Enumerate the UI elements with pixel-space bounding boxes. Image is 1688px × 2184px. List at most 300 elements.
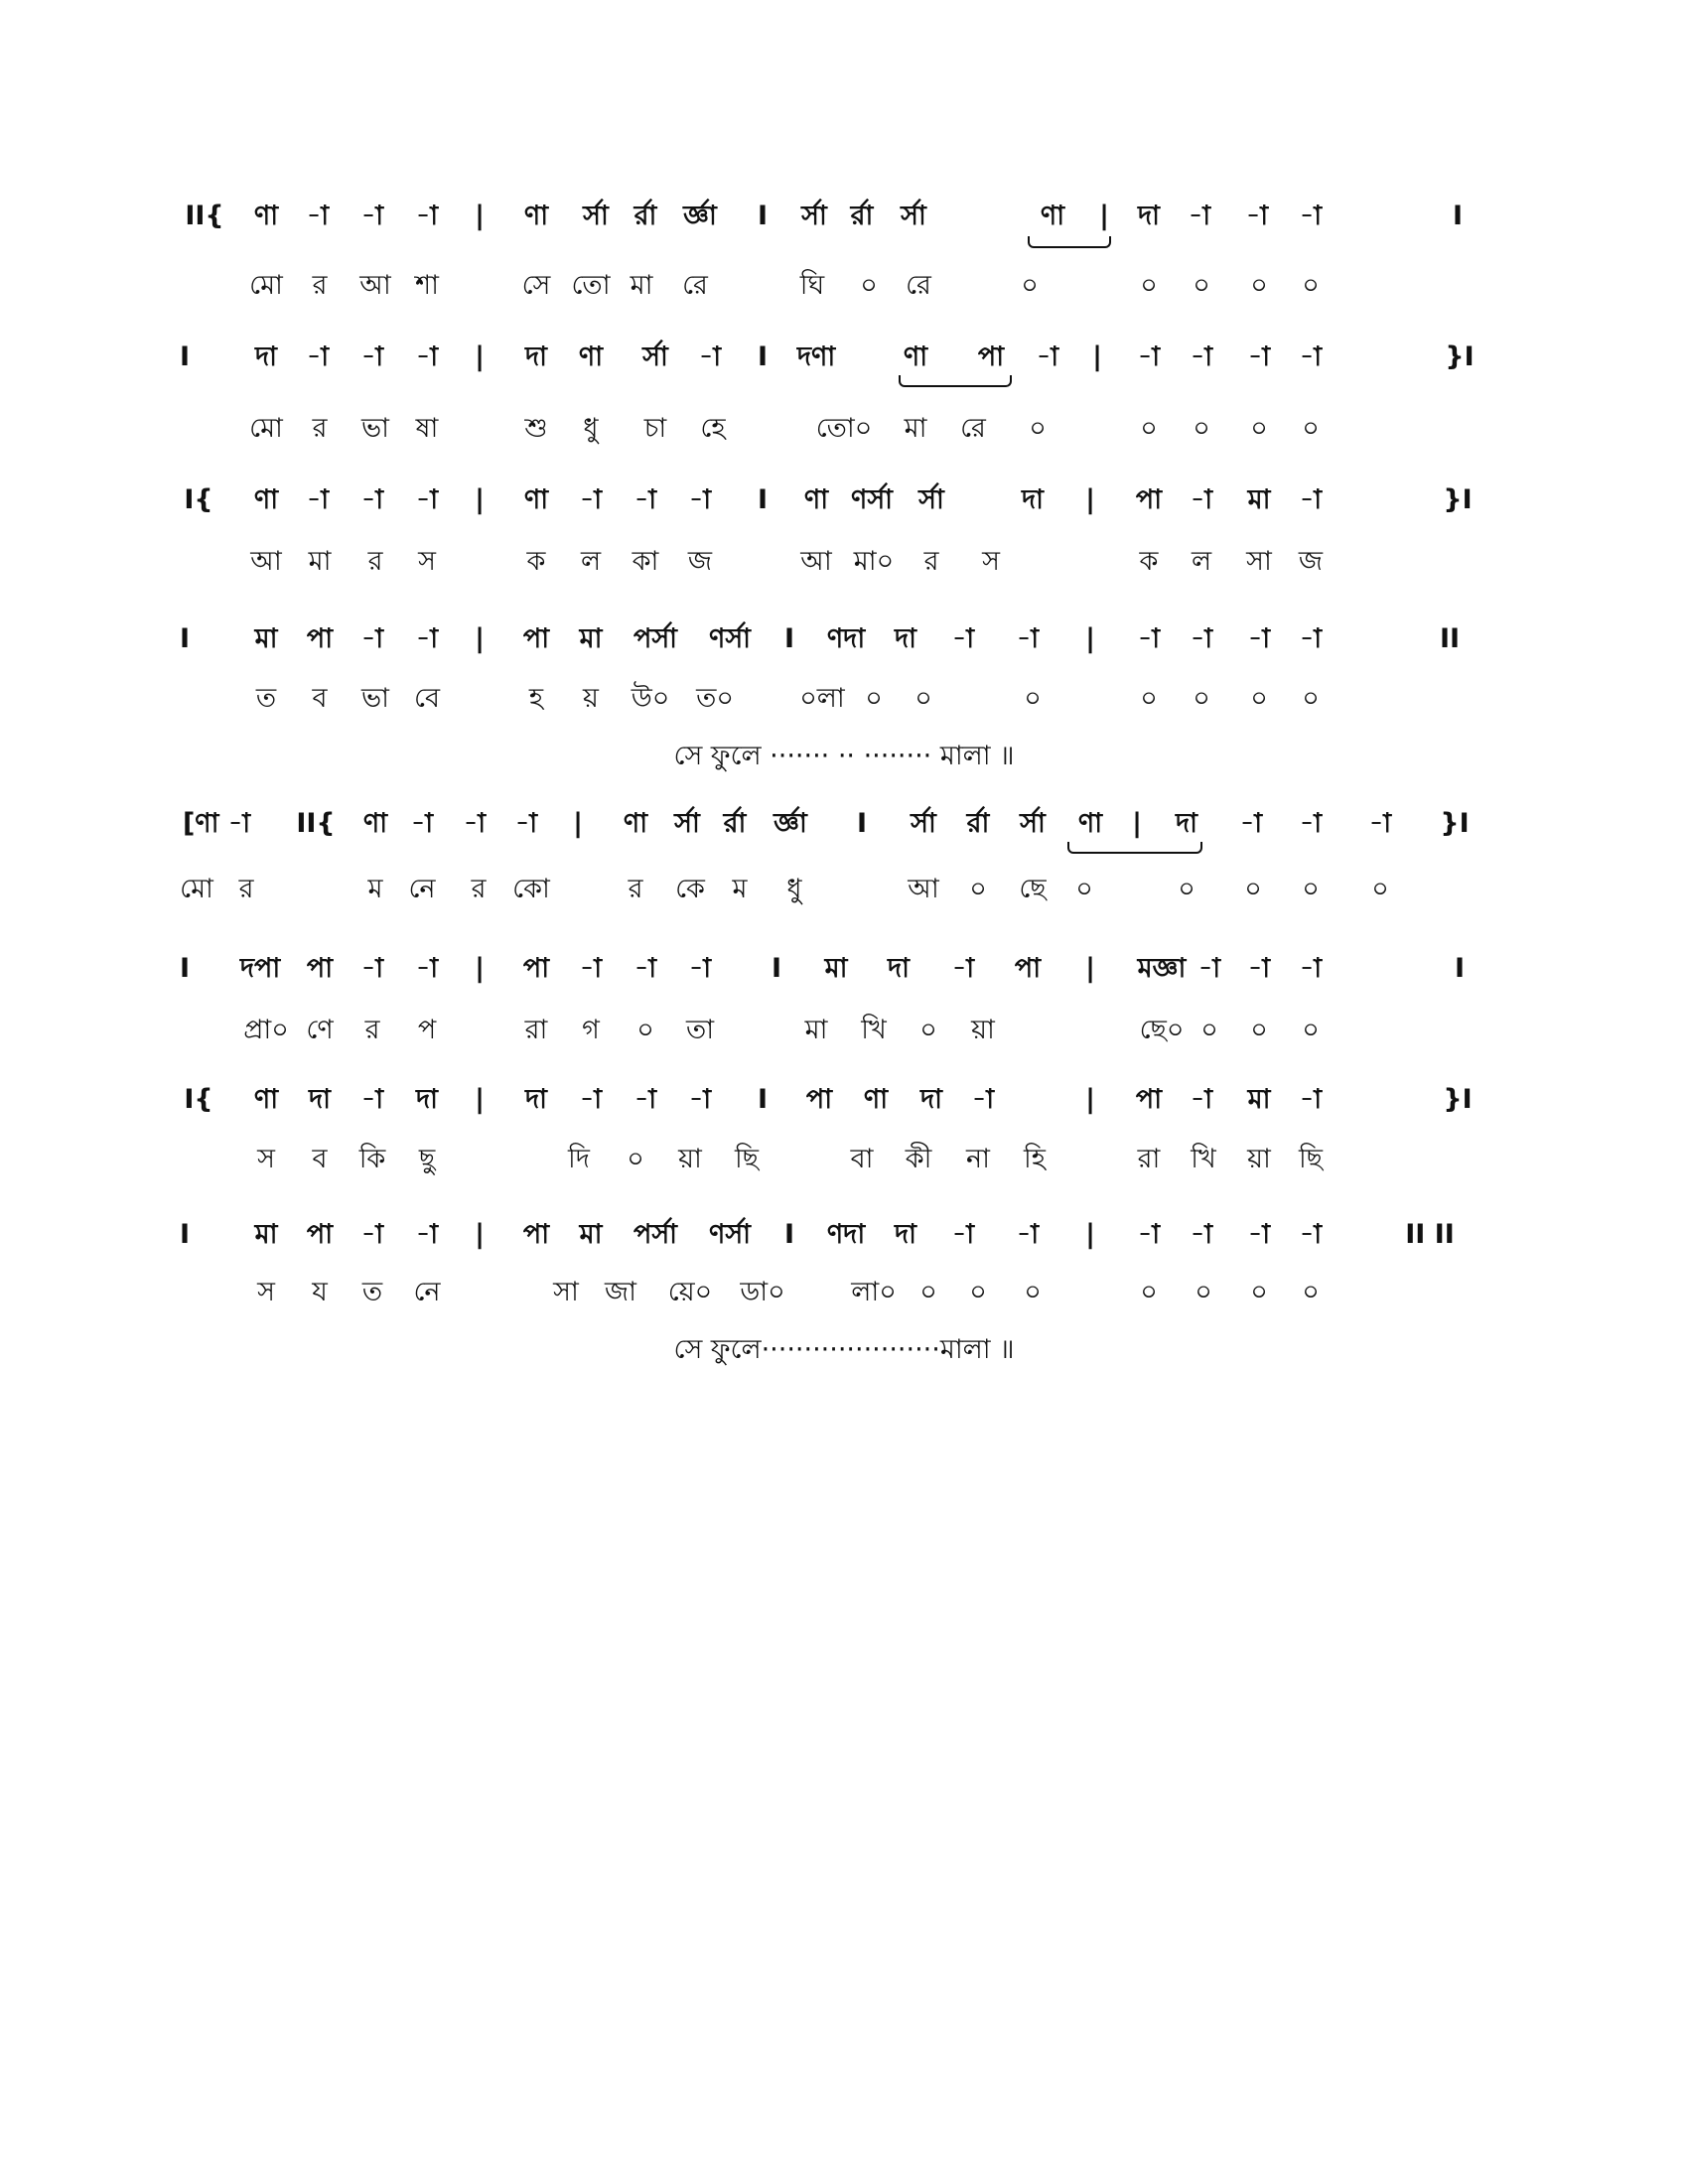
note: -া: [415, 341, 439, 372]
lyric-syllable: কি: [358, 1144, 386, 1174]
notation-line-3: [0, 478, 1688, 522]
note: -া: [1188, 201, 1211, 231]
lyric-syllable: রে: [906, 270, 931, 301]
lyric-syllable: ০: [1178, 874, 1196, 904]
note: -া: [688, 953, 712, 984]
lyric-syllable: ০: [1140, 270, 1158, 301]
lyric-syllable: ক: [526, 546, 546, 577]
lyric-syllable: আ: [359, 270, 391, 301]
lyric-syllable: র: [471, 874, 487, 904]
lyric-syllable: গ: [582, 1015, 600, 1045]
lyric-syllable: ০: [1250, 270, 1268, 301]
lyric-syllable: নে: [413, 1277, 441, 1307]
note: -া: [306, 484, 330, 515]
lyric-syllable: ধু: [786, 874, 802, 904]
lyric-syllable: স: [257, 1277, 275, 1307]
note: |: [475, 623, 485, 654]
lyric-syllable: র: [367, 546, 383, 577]
lyric-syllable: বে: [414, 683, 440, 714]
lyric-syllable: শু: [524, 413, 548, 444]
note: |: [1085, 1084, 1095, 1115]
note: -া: [360, 484, 384, 515]
note: -া: [1137, 1219, 1161, 1250]
lyric-syllable: ০: [636, 1015, 654, 1045]
note: -া: [579, 1084, 603, 1115]
lyric-syllable: ০: [1140, 1277, 1158, 1307]
note: ণা: [578, 341, 604, 372]
lyric-syllable: খি: [1191, 1144, 1216, 1174]
lyric-syllable: নে: [408, 874, 436, 904]
note: -া: [633, 1084, 657, 1115]
lyric-syllable: সে: [521, 270, 551, 301]
note: পর্সা: [633, 623, 677, 654]
lyric-syllable: য়ে০: [667, 1277, 713, 1307]
note: -া: [1247, 953, 1271, 984]
note: পা: [1014, 953, 1042, 984]
note: পা: [977, 341, 1005, 372]
note: }I: [1445, 341, 1475, 372]
note: র্রা: [723, 808, 747, 839]
note: ণা: [523, 484, 549, 515]
note: পা: [522, 623, 550, 654]
note: I{: [184, 484, 213, 515]
lyric-syllable: মো: [180, 874, 213, 904]
note: ণা: [803, 484, 829, 515]
lyric-syllable: ডা০: [740, 1277, 785, 1307]
note: পা: [522, 1219, 550, 1250]
note: -া: [1190, 484, 1213, 515]
note: -া: [688, 484, 712, 515]
refrain-line: সে ফুলে·····················মালা ॥: [673, 1334, 1015, 1365]
lyric-syllable: ছে০: [1139, 1015, 1185, 1045]
note: মা: [1247, 1084, 1271, 1115]
note: র্সা: [583, 201, 609, 231]
lyric-syllable: রা: [1137, 1144, 1161, 1174]
lyric-syllable: জ: [687, 546, 713, 577]
note: -া: [415, 1219, 439, 1250]
note: -া: [688, 1084, 712, 1115]
lyric-syllable: ষা: [415, 413, 439, 444]
note: -া: [1016, 1219, 1040, 1250]
lyric-syllable: না: [966, 1144, 990, 1174]
note: -া: [415, 623, 439, 654]
meend-mark: [1028, 236, 1111, 248]
lyric-syllable: য়া: [1247, 1144, 1271, 1174]
note: |: [475, 341, 485, 372]
lyric-syllable: র: [628, 874, 643, 904]
note: |: [1085, 623, 1095, 654]
lyric-line-3: [0, 540, 1688, 584]
lyric-line-7: [0, 1138, 1688, 1181]
note: ণর্সা: [851, 484, 893, 515]
note: -া: [1197, 953, 1221, 984]
note: র্সা: [1020, 808, 1046, 839]
note: দা: [415, 1084, 439, 1115]
note: I: [783, 623, 795, 654]
note: মা: [254, 1219, 278, 1250]
lyric-syllable: ল: [1191, 546, 1212, 577]
note: -া: [360, 1084, 384, 1115]
lyric-syllable: জা: [605, 1277, 636, 1307]
note: -া: [1190, 1219, 1213, 1250]
lyric-syllable: আ: [800, 546, 832, 577]
note: II II: [1405, 1219, 1455, 1250]
lyric-syllable: ০: [1193, 683, 1210, 714]
note: I: [771, 953, 782, 984]
lyric-syllable: সা: [1246, 546, 1272, 577]
note: -া: [1299, 1219, 1323, 1250]
note: |: [1085, 484, 1095, 515]
note: -া: [1137, 341, 1161, 372]
note: -া: [463, 808, 487, 839]
lyric-syllable: ত০: [696, 683, 734, 714]
lyric-syllable: র: [312, 413, 328, 444]
note: দা: [887, 953, 911, 984]
lyric-syllable: আ: [250, 546, 282, 577]
lyric-syllable: স: [257, 1144, 275, 1174]
lyric-line-8: [0, 1271, 1688, 1314]
note: পর্সা: [633, 1219, 677, 1250]
note: |: [1092, 341, 1102, 372]
note: দা: [308, 1084, 332, 1115]
note: I: [179, 623, 191, 654]
note: পা: [1135, 484, 1163, 515]
note: -া: [1190, 341, 1213, 372]
lyric-syllable: কা: [632, 546, 659, 577]
notation-line-1: [0, 195, 1688, 238]
note: ণা: [253, 484, 279, 515]
note: I: [179, 1219, 191, 1250]
note: ণা: [1077, 808, 1103, 839]
lyric-syllable: য়া: [678, 1144, 702, 1174]
note: ণা: [903, 341, 928, 372]
note: দা: [894, 623, 917, 654]
lyric-syllable: ০: [1302, 270, 1320, 301]
note: ণা: [362, 808, 388, 839]
lyric-syllable: ০: [1195, 1277, 1212, 1307]
lyric-syllable: তো: [571, 270, 611, 301]
lyric-syllable: য: [312, 1277, 328, 1307]
lyric-syllable: ০: [1302, 874, 1320, 904]
note: -া: [514, 808, 538, 839]
note: |: [475, 1219, 485, 1250]
note: ণা: [253, 1084, 279, 1115]
note: পা: [306, 1219, 334, 1250]
lyric-syllable: ০: [1200, 1015, 1218, 1045]
lyric-syllable: ০: [1250, 683, 1268, 714]
lyric-syllable: তো০: [815, 413, 873, 444]
note: দা: [919, 1084, 943, 1115]
lyric-syllable: খি: [861, 1015, 887, 1045]
lyric-syllable: ০: [1302, 1277, 1320, 1307]
lyric-syllable: বা: [850, 1144, 874, 1174]
lyric-syllable: র: [923, 546, 939, 577]
note: মজ্ঞা: [1137, 953, 1187, 984]
lyric-syllable: র: [312, 270, 328, 301]
note: II{: [296, 808, 336, 839]
note: দা: [524, 1084, 548, 1115]
refrain-line: সে ফুলে ······· ·· ········ মালা ॥: [673, 741, 1015, 771]
note: I: [783, 1219, 795, 1250]
lyric-syllable: দি: [568, 1144, 590, 1174]
note: |: [475, 201, 485, 231]
note: র্রা: [966, 808, 990, 839]
note: র্জ্ঞা: [774, 808, 807, 839]
lyric-syllable: র: [238, 874, 254, 904]
note: I: [757, 341, 769, 372]
lyric-syllable: কী: [905, 1144, 932, 1174]
lyric-syllable: ০: [1024, 683, 1042, 714]
note: মা: [824, 953, 848, 984]
lyric-syllable: ক: [1139, 546, 1159, 577]
note: -া: [1368, 808, 1392, 839]
note: -া: [360, 1219, 384, 1250]
note: -া: [360, 953, 384, 984]
lyric-syllable: ০: [1029, 413, 1047, 444]
note: |: [475, 1084, 485, 1115]
lyric-syllable: রে: [960, 413, 986, 444]
lyric-syllable: ০: [1302, 1015, 1320, 1045]
lyric-syllable: রা: [524, 1015, 548, 1045]
lyric-syllable: ঘি: [799, 270, 825, 301]
lyric-syllable: ছি: [734, 1144, 760, 1174]
notation-line-2: [0, 336, 1688, 379]
note: -া: [1299, 623, 1323, 654]
note: পা: [306, 623, 334, 654]
note: |: [573, 808, 583, 839]
note: -া: [1299, 484, 1323, 515]
note: মা: [1247, 484, 1271, 515]
note: দা: [1137, 201, 1161, 231]
lyric-line-1: [0, 264, 1688, 308]
note: পা: [306, 953, 334, 984]
note: [ণা -া: [182, 808, 251, 839]
lyric-syllable: ত: [255, 683, 277, 714]
note: ণা: [863, 1084, 889, 1115]
note: I: [757, 201, 769, 231]
note: দা: [894, 1219, 917, 1250]
note: -া: [579, 953, 603, 984]
lyric-syllable: স: [418, 546, 436, 577]
note: I: [179, 341, 191, 372]
note: -া: [951, 1219, 975, 1250]
note: র্সা: [801, 201, 827, 231]
lyric-syllable: চা: [643, 413, 667, 444]
lyric-syllable: ০: [1302, 413, 1320, 444]
lyric-line-2: [0, 407, 1688, 451]
note: ণর্সা: [709, 623, 751, 654]
lyric-syllable: উ০: [631, 683, 670, 714]
lyric-syllable: ০: [969, 1277, 987, 1307]
note: -া: [306, 201, 330, 231]
note: পা: [522, 953, 550, 984]
lyric-syllable: ভা: [361, 413, 389, 444]
lyric-syllable: ০লা: [799, 683, 845, 714]
note: মা: [579, 1219, 603, 1250]
note: -া: [1239, 808, 1263, 839]
note: র্সা: [901, 201, 926, 231]
note: |: [475, 484, 485, 515]
note: র্রা: [633, 201, 657, 231]
note: II: [1439, 623, 1461, 654]
lyric-syllable: য়া: [971, 1015, 995, 1045]
note: I: [179, 953, 191, 984]
note: পা: [805, 1084, 833, 1115]
lyric-syllable: সা: [553, 1277, 579, 1307]
note: -া: [410, 808, 434, 839]
note: }I: [1443, 484, 1473, 515]
lyric-syllable: ম: [732, 874, 748, 904]
lyric-syllable: ০: [1250, 1277, 1268, 1307]
note: -া: [1299, 953, 1323, 984]
lyric-syllable: রে: [682, 270, 708, 301]
note: র্সা: [918, 484, 944, 515]
lyric-line-4: [0, 677, 1688, 721]
note: মা: [579, 623, 603, 654]
note: -া: [1299, 1084, 1323, 1115]
lyric-syllable: ০: [1075, 874, 1093, 904]
note: ণদা: [826, 623, 866, 654]
note: মা: [254, 623, 278, 654]
note: ণা: [1040, 201, 1065, 231]
lyric-syllable: মা: [804, 1015, 828, 1045]
lyric-syllable: ০: [1244, 874, 1262, 904]
note: -া: [1247, 1219, 1271, 1250]
note: পা: [1135, 1084, 1163, 1115]
meend-mark: [899, 375, 1012, 387]
lyric-syllable: কে: [675, 874, 705, 904]
lyric-syllable: ০: [919, 1015, 937, 1045]
lyric-syllable: ০: [860, 270, 878, 301]
note: -া: [415, 953, 439, 984]
lyric-syllable: ০: [1021, 270, 1039, 301]
note: -া: [951, 953, 975, 984]
note: }I: [1440, 808, 1470, 839]
lyric-syllable: স: [982, 546, 1000, 577]
note: -া: [415, 484, 439, 515]
lyric-syllable: মা০: [853, 546, 895, 577]
note: -া: [1137, 623, 1161, 654]
note: }I: [1443, 1084, 1473, 1115]
lyric-syllable: ছে: [1019, 874, 1047, 904]
notation-line-7: [0, 1078, 1688, 1122]
note: |: [1085, 953, 1095, 984]
note: I: [1452, 201, 1464, 231]
lyric-syllable: র: [364, 1015, 380, 1045]
note: -া: [360, 201, 384, 231]
note: -া: [1247, 341, 1271, 372]
lyric-syllable: ০: [1193, 413, 1210, 444]
note: |: [475, 953, 485, 984]
lyric-syllable: ব: [312, 1144, 328, 1174]
note: -া: [306, 341, 330, 372]
note: I{: [184, 1084, 213, 1115]
lyric-syllable: লা০: [851, 1277, 897, 1307]
lyric-syllable: ভা: [361, 683, 389, 714]
note: র্সা: [642, 341, 668, 372]
lyric-syllable: শা: [415, 270, 439, 301]
note: ণা: [523, 201, 549, 231]
lyric-line-5: [0, 868, 1688, 911]
note: -া: [1299, 341, 1323, 372]
lyric-line-6: [0, 1009, 1688, 1052]
lyric-syllable: তা: [685, 1015, 715, 1045]
note: -া: [1245, 201, 1269, 231]
note: -া: [1299, 201, 1323, 231]
note: I: [757, 1084, 769, 1115]
note: -া: [1247, 623, 1271, 654]
note: দা: [1021, 484, 1045, 515]
note: I: [856, 808, 868, 839]
lyric-syllable: ০: [865, 683, 883, 714]
lyric-syllable: ০: [919, 1277, 937, 1307]
note: ণা: [623, 808, 648, 839]
lyric-syllable: ০: [1140, 683, 1158, 714]
note: |: [1132, 808, 1142, 839]
lyric-syllable: ০: [1024, 1277, 1042, 1307]
note: -া: [1299, 808, 1323, 839]
note: -া: [1016, 623, 1040, 654]
note: দা: [254, 341, 278, 372]
note: -া: [415, 201, 439, 231]
note: |: [1085, 1219, 1095, 1250]
lyric-syllable: ছু: [418, 1144, 436, 1174]
notation-line-6: [0, 947, 1688, 991]
lyric-syllable: হে: [700, 413, 726, 444]
note: -া: [360, 341, 384, 372]
lyric-syllable: ০: [1250, 1015, 1268, 1045]
lyric-syllable: ০: [627, 1144, 644, 1174]
lyric-syllable: ০: [1371, 874, 1389, 904]
lyric-syllable: ধু: [583, 413, 599, 444]
lyric-syllable: ০: [969, 874, 987, 904]
lyric-syllable: ম: [367, 874, 383, 904]
note: ণর্সা: [709, 1219, 751, 1250]
meend-mark: [1067, 842, 1202, 854]
note: দপা: [239, 953, 281, 984]
note: I: [1454, 953, 1466, 984]
lyric-syllable: জ: [1298, 546, 1324, 577]
lyric-syllable: ত: [361, 1277, 383, 1307]
notation-line-8: [0, 1213, 1688, 1257]
lyric-syllable: মা: [904, 413, 927, 444]
note: -া: [633, 953, 657, 984]
lyric-syllable: ব: [312, 683, 328, 714]
lyric-syllable: মা: [308, 546, 332, 577]
note: -া: [579, 484, 603, 515]
lyric-syllable: ০: [914, 683, 932, 714]
note: -া: [633, 484, 657, 515]
lyric-syllable: ০: [1193, 270, 1210, 301]
note: |: [1099, 201, 1109, 231]
lyric-syllable: কো: [512, 874, 550, 904]
lyric-syllable: প্রা০: [243, 1015, 289, 1045]
notation-line-5: [0, 802, 1688, 846]
note: দা: [1175, 808, 1198, 839]
note: ণা: [253, 201, 279, 231]
note: -া: [971, 1084, 995, 1115]
lyric-syllable: ছি: [1298, 1144, 1324, 1174]
note: -া: [360, 623, 384, 654]
lyric-syllable: মা: [630, 270, 653, 301]
note: -া: [951, 623, 975, 654]
lyric-syllable: ল: [580, 546, 602, 577]
lyric-syllable: য়: [583, 683, 599, 714]
note: -া: [1190, 1084, 1213, 1115]
note: র্সা: [911, 808, 936, 839]
lyric-syllable: হি: [1024, 1144, 1046, 1174]
note: -া: [1190, 623, 1213, 654]
